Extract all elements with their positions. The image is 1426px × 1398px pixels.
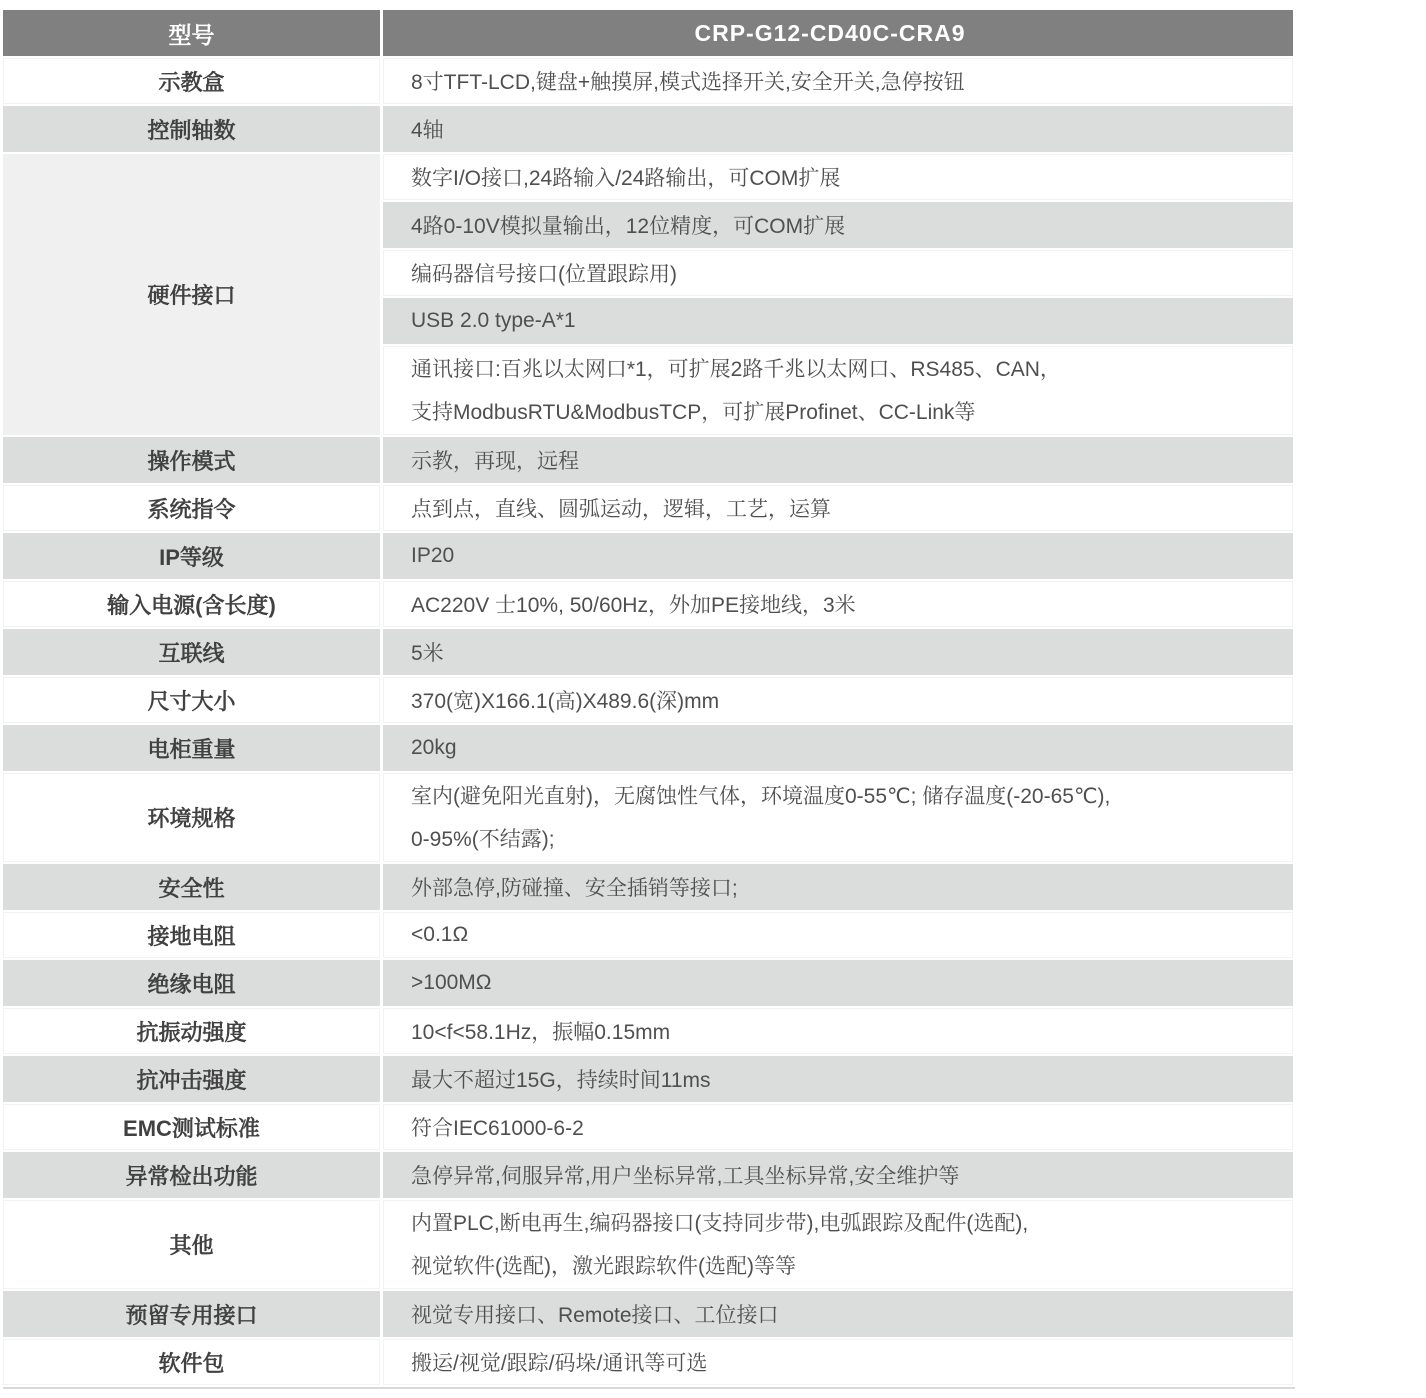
- table-row: [3, 485, 1293, 531]
- spec-value: 外部急停,防碰撞、安全插销等接口;: [383, 864, 1293, 910]
- spec-value: >100MΩ: [383, 960, 1293, 1006]
- table-row: [3, 1291, 1293, 1337]
- spec-value: 5米: [383, 629, 1293, 675]
- spec-value: 符合IEC61000-6-2: [383, 1104, 1293, 1150]
- spec-label: IP等级: [3, 533, 380, 579]
- spec-label: 预留专用接口: [3, 1291, 380, 1337]
- spec-value: <0.1Ω: [383, 912, 1293, 958]
- spec-label: 输入电源(含长度): [3, 581, 380, 627]
- table-row: [3, 912, 1293, 958]
- table-row: [3, 629, 1293, 675]
- spec-value: 最大不超过15G，持续时间11ms: [383, 1056, 1293, 1102]
- table-row: [3, 533, 1293, 579]
- spec-label: 硬件接口: [3, 154, 380, 435]
- spec-value: AC220V 士10%, 50/60Hz，外加PE接地线，3米: [383, 581, 1293, 627]
- table-row: [3, 1104, 1293, 1150]
- spec-value: [383, 1200, 1293, 1289]
- spec-value: 10<f<58.1Hz，振幅0.15mm: [383, 1008, 1293, 1054]
- spec-label: EMC测试标准: [3, 1104, 380, 1150]
- table-row: [3, 437, 1293, 483]
- spec-label: 尺寸大小: [3, 677, 380, 723]
- spec-label: 电柜重量: [3, 725, 380, 771]
- spec-value: 视觉专用接口、Remote接口、工位接口: [383, 1291, 1293, 1337]
- spec-label: 抗冲击强度: [3, 1056, 380, 1102]
- table-row: [3, 1056, 1293, 1102]
- spec-value: 4轴: [383, 106, 1293, 152]
- spec-value-line: 0-95%(不结露);: [411, 827, 555, 851]
- table-row: [3, 677, 1293, 723]
- header-model-label: 型号: [3, 10, 380, 56]
- table-row: [3, 1339, 1293, 1385]
- table-row: [3, 1200, 1293, 1289]
- spec-label: 异常检出功能: [3, 1152, 380, 1198]
- spec-value: 急停异常,伺服异常,用户坐标异常,工具坐标异常,安全维护等: [383, 1152, 1293, 1198]
- spec-label: 抗振动强度: [3, 1008, 380, 1054]
- table-group-row: [3, 154, 1293, 435]
- table-row: [3, 1152, 1293, 1198]
- table-row: [3, 581, 1293, 627]
- table-row: [3, 58, 1293, 104]
- spec-value: 20kg: [383, 725, 1293, 771]
- spec-value: 示教，再现，远程: [383, 437, 1293, 483]
- spec-label: 接地电阻: [3, 912, 380, 958]
- spec-value: USB 2.0 type-A*1: [383, 298, 1293, 344]
- spec-label: 控制轴数: [3, 106, 380, 152]
- group-subrows: [383, 154, 1293, 435]
- spec-value-line: 支持ModbusRTU&ModbusTCP，可扩展Profinet、CC-Link等: [411, 400, 976, 424]
- spec-value: 搬运/视觉/跟踪/码垛/通讯等可选: [383, 1339, 1293, 1385]
- spec-value: 370(宽)X166.1(高)X489.6(深)mm: [383, 677, 1293, 723]
- spec-value: 8寸TFT-LCD,键盘+触摸屏,模式选择开关,安全开关,急停按钮: [383, 58, 1293, 104]
- spec-value: [383, 346, 1293, 435]
- table-row: [3, 864, 1293, 910]
- header-model-value: CRP-G12-CD40C-CRA9: [383, 10, 1293, 56]
- spec-value: [383, 773, 1293, 862]
- spec-label: 系统指令: [3, 485, 380, 531]
- spec-value-line: 室内(避免阳光直射)，无腐蚀性气体，环境温度0-55℃; 储存温度(-20-65℃),: [411, 784, 1111, 808]
- table-header-row: [3, 10, 1293, 56]
- spec-value-line: 视觉软件(选配)，激光跟踪软件(选配)等等: [411, 1254, 796, 1278]
- spec-value: 数字I/O接口,24路输入/24路输出，可COM扩展: [383, 154, 1293, 200]
- spec-label: 绝缘电阻: [3, 960, 380, 1006]
- spec-label: 操作模式: [3, 437, 380, 483]
- spec-value: 编码器信号接口(位置跟踪用): [383, 250, 1293, 296]
- spec-value-line: 内置PLC,断电再生,编码器接口(支持同步带),电弧跟踪及配件(选配),: [411, 1211, 1029, 1235]
- spec-label: 环境规格: [3, 773, 380, 862]
- spec-value: 点到点，直线、圆弧运动，逻辑，工艺，运算: [383, 485, 1293, 531]
- spec-table: [3, 10, 1293, 1389]
- spec-label: 示教盒: [3, 58, 380, 104]
- spec-label: 软件包: [3, 1339, 380, 1385]
- spec-value: IP20: [383, 533, 1293, 579]
- table-row: [3, 106, 1293, 152]
- spec-label: 其他: [3, 1200, 380, 1289]
- table-row: [3, 773, 1293, 862]
- spec-label: 安全性: [3, 864, 380, 910]
- table-bottom-border: [3, 1387, 1295, 1389]
- spec-value: 4路0-10V模拟量输出，12位精度，可COM扩展: [383, 202, 1293, 248]
- table-row: [3, 725, 1293, 771]
- table-row: [3, 1008, 1293, 1054]
- spec-label: 互联线: [3, 629, 380, 675]
- table-row: [3, 960, 1293, 1006]
- spec-value-line: 通讯接口:百兆以太网口*1，可扩展2路千兆以太网口、RS485、CAN，: [411, 357, 1061, 381]
